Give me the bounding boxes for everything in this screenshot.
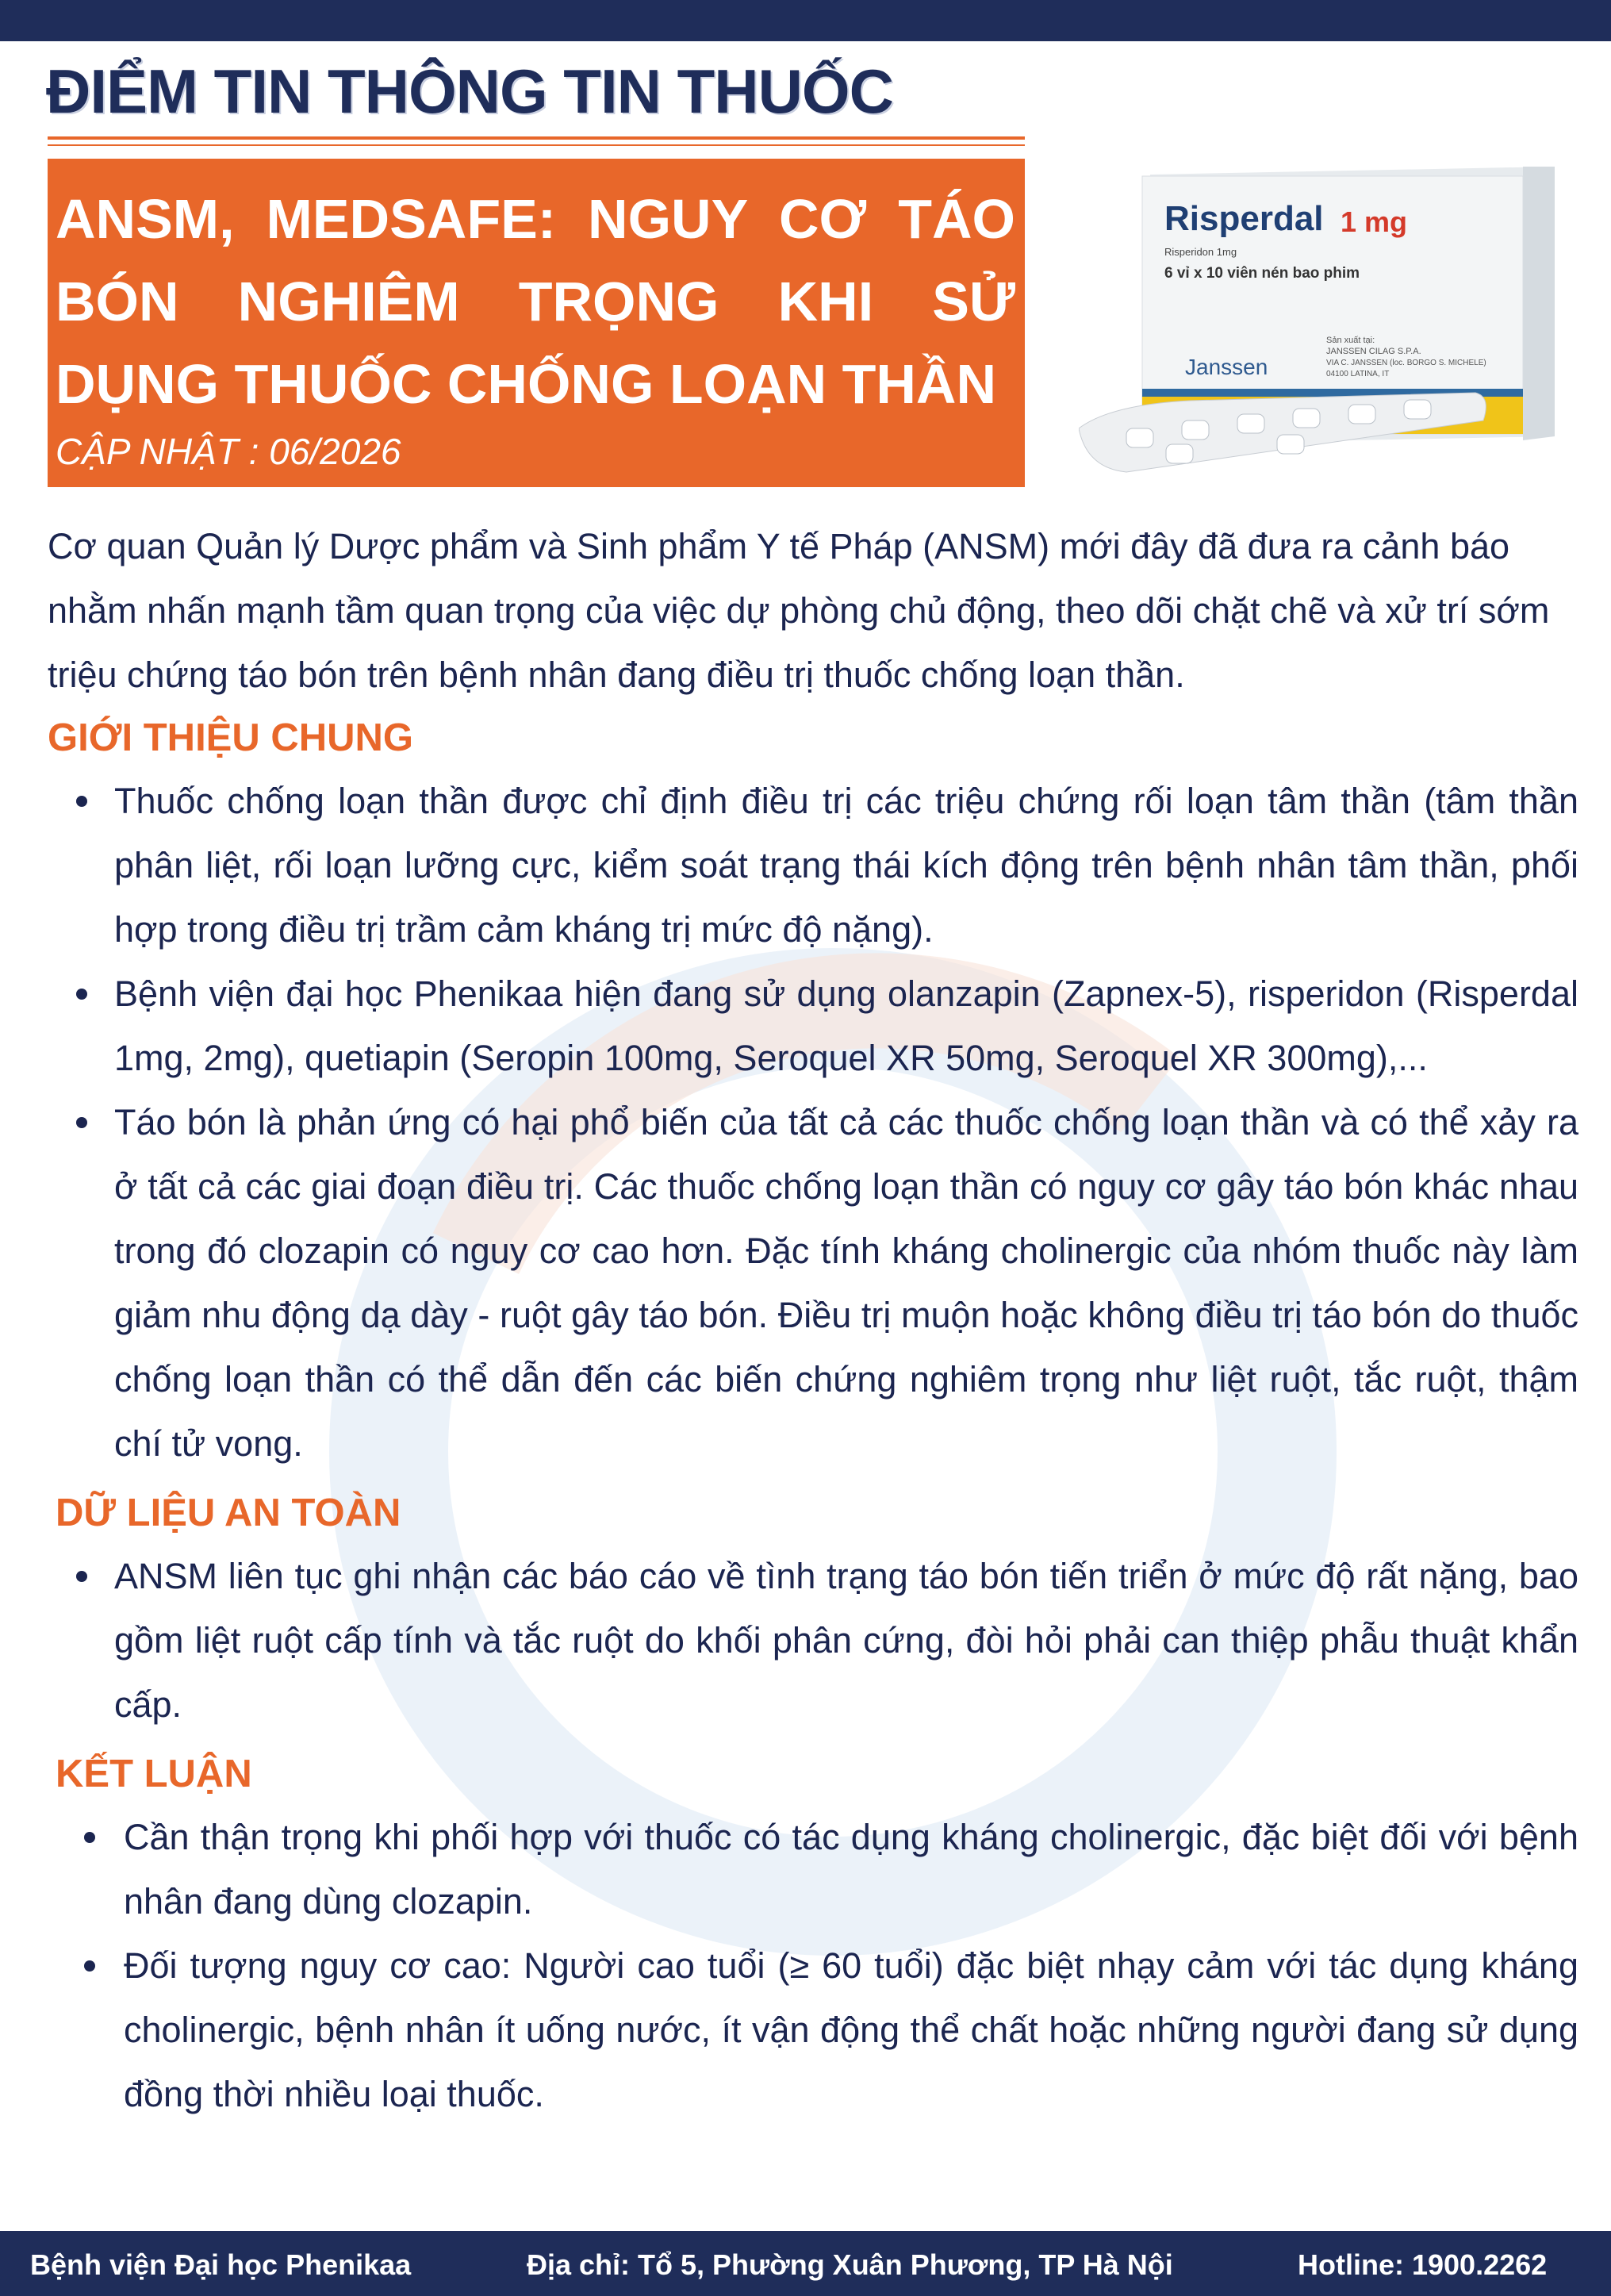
section-heading: KẾT LUẬN [56,1753,252,1795]
list-item: ANSM liên tục ghi nhận các báo cáo về tình trạng táo bón tiến triển ở mức độ rất nặng, bao gồm liệt ruột cấp tính và tắc ruột do khối phân cứng, đòi hỏi phải can thiệp phẫu thuật khẩn cấp. [48,1544,1578,1737]
maker-line: Sản xuất tại: [1326,336,1375,345]
footer-address: Địa chỉ: Tổ 5, Phường Xuân Phương, TP Hà Nội [527,2248,1173,2281]
headline-box [48,159,1025,487]
intro-paragraph: Cơ quan Quản lý Dược phẩm và Sinh phẩm Y tế Pháp (ANSM) mới đây đã đưa ra cảnh báo nhằm nhấn mạnh tầm quan trọng của việc dự phòng chủ động, theo dõi chặt chẽ và xử trí sớm triệu chứng táo bón trên bệnh nhân đang điều trị thuốc chống loạn thần. [48,526,1550,695]
section-heading: GIỚI THIỆU CHUNG [48,716,414,759]
maker-line: 04100 LATINA, IT [1326,370,1390,378]
title-divider-thin [48,144,1025,146]
top-bar [0,0,1611,41]
ingredient-text: Risperidon 1mg [1164,246,1237,258]
article-body [48,514,1578,2126]
pack-text: 6 vỉ x 10 viên nén bao phim [1164,265,1360,282]
list-item: Bệnh viện đại học Phenikaa hiện đang sử dụng olanzapin (Zapnex-5), risperidon (Risperdal 1mg, 2mg), quetiapin (Seropin 100mg, Seroquel XR 50mg, Seroquel XR 300mg),... [48,962,1578,1090]
maker-line: JANSSEN CILAG S.P.A. [1326,347,1421,356]
maker-line: VIA C. JANSSEN (loc. BORGO S. MICHELE) [1326,359,1486,367]
risperdal-box-image [1079,167,1555,476]
footer-hospital: Bệnh viện Đại học Phenikaa [30,2248,412,2281]
bullet-icon [84,1832,95,1843]
list-item: Táo bón là phản ứng có hại phổ biến của tất cả các thuốc chống loạn thần và có thể xảy ra ở tất cả các giai đoạn điều trị. Các thuốc chống loạn thần có nguy cơ gây táo bón khác nhau trong đó clozapin có nguy cơ cao hơn. Đặc tính kháng cholinergic của nhóm thuốc này làm giảm nhu động dạ dày - ruột gây táo bón. Điều trị muộn hoặc không điều trị táo bón do thuốc chống loạn thần có thể dẫn đến các biến chứng nghiêm trọng như liệt ruột, tắc ruột, thậm chí tử vong. [48,1090,1578,1476]
list-item: Cần thận trọng khi phối hợp với thuốc có tác dụng kháng cholinergic, đặc biệt đối với bệnh nhân đang dùng clozapin. [48,1805,1578,1933]
bullet-list [48,1544,1578,1737]
footer [0,2231,1611,2296]
bullet-list [48,1805,1578,2126]
bullet-icon [84,1960,95,1972]
bullet-icon [76,1117,87,1128]
headline: ANSM, MEDSAFE: NGUY CƠ TÁO BÓN NGHIÊM TRỌNG KHI SỬ DỤNG THUỐC CHỐNG LOẠN THẦN [56,188,1015,415]
bullet-icon [76,1571,87,1582]
bullet-icon [76,796,87,807]
list-item: Đối tượng nguy cơ cao: Người cao tuổi (≥ 60 tuổi) đặc biệt nhạy cảm với tác dụng kháng cholinergic, bệnh nhân ít uống nước, ít vận động thể chất hoặc những người đang sử dụng đồng thời nhiều loại thuốc. [48,1933,1578,2126]
maker-logo-text: Janssen [1185,355,1268,379]
bullet-list [48,769,1578,1476]
footer-hotline: Hotline: 1900.2262 [1298,2248,1548,2281]
bullet-icon [76,989,87,1000]
update-date: CẬP NHẬT : 06/2026 [56,431,401,472]
title-divider [48,136,1025,140]
section-heading: DỮ LIỆU AN TOÀN [56,1492,401,1534]
brand-text: Risperdal [1164,199,1324,238]
page-title: ĐIỂM TIN THÔNG TIN THUỐC [46,56,893,126]
strength-text: 1 mg [1341,205,1408,238]
list-item: Thuốc chống loạn thần được chỉ định điều trị các triệu chứng rối loạn tâm thần (tâm thần phân liệt, rối loạn lưỡng cực, kiểm soát trạng thái kích động trên bệnh nhân tâm thần, phối hợp trong điều trị trầm cảm kháng trị mức độ nặng). [48,769,1578,962]
